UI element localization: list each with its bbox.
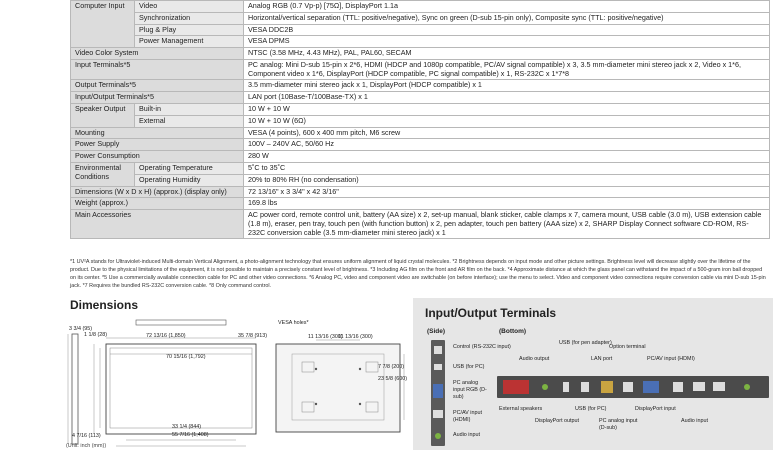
dim-11a: 11 13/16 (300) xyxy=(308,334,343,340)
bottom-usb-pen-label: USB (for pen adapter) xyxy=(559,340,612,346)
spec-value: AC power cord, remote control unit, battery (AA size) x 2, set-up manual, blank sticker, cable clamps x 7, camera mount, USB cable (3.0 m), USB extension cable (1.8 m), eraser, pen tray, touch pen (with function button) x 2, pen adapter, touch pen battery (AAA size) x 2, SHARP Display Connect software CD-ROM, RS-232C conversion cable (3.5 mm-diameter mini stereo jack) x 1 xyxy=(244,210,770,239)
vesa-label: VESA holes* xyxy=(278,320,309,326)
spec-row xyxy=(71,186,770,198)
spec-row xyxy=(71,174,770,186)
side-pc-analog-label: PC analog input RGB (D-sub) xyxy=(453,380,487,400)
audio-input-jack-icon xyxy=(744,384,750,390)
back-view xyxy=(276,344,400,432)
spec-value: LAN port (10Base-T/100Base-TX) x 1 xyxy=(244,92,770,104)
usb-pc-port-icon xyxy=(581,382,589,392)
speaker-terminal-icon xyxy=(503,380,529,394)
spec-sub-label: Synchronization xyxy=(135,12,244,24)
unit-note: (Unit: inch (mm)) xyxy=(66,443,107,449)
spec-row xyxy=(71,139,770,151)
audio-output-jack-icon xyxy=(542,384,548,390)
dim-1-1-8: 1 1/8 (28) xyxy=(84,332,108,338)
bottom-pcav-hdmi-label: PC/AV input (HDMI) xyxy=(647,356,695,362)
spec-row xyxy=(71,198,770,210)
dim-33: 33 1/4 (844) xyxy=(172,424,202,430)
spec-value: Analog RGB (0.7 Vp-p) [75Ω], DisplayPort 1.1a xyxy=(244,1,770,13)
hdmi-bottom-port-a-icon xyxy=(693,382,705,391)
spec-group-label: Computer Input xyxy=(71,1,135,48)
spec-group-label: Mounting xyxy=(71,127,244,139)
bottom-label: (Bottom) xyxy=(499,328,527,335)
lan-port-icon xyxy=(601,381,613,393)
spec-row xyxy=(71,115,770,127)
dim-3-3-4: 3 3/4 (95) xyxy=(69,326,93,332)
spec-row xyxy=(71,104,770,116)
spec-group-label: Power Supply xyxy=(71,139,244,151)
dim-23: 23 5/8 (600) xyxy=(378,376,408,382)
spec-sub-label: Video xyxy=(135,1,244,13)
bottom-audio-out-label: Audio output xyxy=(519,356,550,362)
spec-row xyxy=(71,1,770,13)
spec-row xyxy=(71,127,770,139)
spec-value: PC analog: Mini D-sub 15-pin x 2*6, HDMI (HDCP and 1080p compatible, PC/AV signal compatible) x 3, 3.5 mm-diameter mini stereo jack x 2, Video x 1*6, Component video x 1*6, DisplayPort (HDCP compatible, PC signal compatible) x 1, RS-232C x 1*7*8 xyxy=(244,59,770,80)
usb-pen-port-icon xyxy=(563,382,569,392)
spec-value: 100V – 240V AC, 50/60 Hz xyxy=(244,139,770,151)
spec-value: VESA DDC2B xyxy=(244,24,770,36)
spec-sub-label: Plug & Play xyxy=(135,24,244,36)
spec-group-label: Input Terminals*5 xyxy=(71,59,244,80)
dim-70: 70 15/16 (1,792) xyxy=(166,354,206,360)
side-profile xyxy=(72,334,78,444)
io-terminals-panel xyxy=(413,298,773,450)
spec-value: 3.5 mm-diameter mini stereo jack x 1, DisplayPort (HDCP compatible) x 1 xyxy=(244,80,770,92)
spec-row xyxy=(71,210,770,239)
dsub-bottom-port-icon xyxy=(643,381,659,393)
dim-35: 35 7/8 (913) xyxy=(238,333,268,339)
spec-value: 72 13/16" x 3 3/4" x 42 3/16" xyxy=(244,186,770,198)
bottom-lan-label: LAN port xyxy=(591,356,613,362)
spec-row xyxy=(71,36,770,48)
spec-sub-label: Operating Humidity xyxy=(135,174,244,186)
spec-sub-label: Built-in xyxy=(135,104,244,116)
bottom-ext-speakers-label: External speakers xyxy=(499,406,543,412)
bottom-audio-in-label: Audio input xyxy=(681,418,708,424)
spec-value: VESA (4 points), 600 x 400 mm pitch, M6 screw xyxy=(244,127,770,139)
hdmi-bottom-port-b-icon xyxy=(713,382,725,391)
bottom-option-label: Option terminal xyxy=(609,344,646,350)
footnotes: *1 UV²A stands for Ultraviolet-induced Multi-domain Vertical Alignment, a photo-alignment technology that ensures uniform alignment of liquid crystal molecules. *2 Brightness depends on input mode and other picture settings. Brightness level will decrease slightly over the lifetime of the product. Due to the physical limitations of the equipment, it is not possible to maintain a precisely constant level of brightness. *3 Including AG film on the front and AR film on the back. *4 Approximate distance at which the glass panel can withstand the impact of a 500-gram iron ball dropped on its center. *5 Use a commercially available connection cable for PC and other video connections. *6 Analog PC, video and component video are switchable (on before interface); use the menu to select. Video and component video connections require conversion cable via mini D-sub 15-pin jack. *7 Requires the bundled RS-232C conversion cable. *8 Only command control. xyxy=(70,259,766,290)
usb-port-icon xyxy=(434,364,442,370)
side-usb-label: USB (for PC) xyxy=(453,364,485,370)
spec-group-label: Input/Output Terminals*5 xyxy=(71,92,244,104)
displayport-output-icon xyxy=(623,382,633,392)
bottom-usb-pc-label: USB (for PC) xyxy=(575,406,607,412)
spec-sub-label: External xyxy=(135,115,244,127)
side-port-strip xyxy=(423,340,455,448)
bottom-dp-in-label: DisplayPort input xyxy=(635,406,676,412)
spec-row xyxy=(71,48,770,60)
displayport-input-icon xyxy=(673,382,683,392)
spec-row xyxy=(71,80,770,92)
spec-row xyxy=(71,162,770,174)
dim-11b: 11 13/16 (300) xyxy=(338,334,373,340)
spec-value: 10 W + 10 W xyxy=(244,104,770,116)
spec-group-label: Video Color System xyxy=(71,48,244,60)
spec-table xyxy=(70,0,770,239)
spec-group-label: Environmental Conditions xyxy=(71,162,135,186)
spec-value: 10 W + 10 W (6Ω) xyxy=(244,115,770,127)
spec-group-label: Main Accessories xyxy=(71,210,244,239)
spec-value: NTSC (3.58 MHz, 4.43 MHz), PAL, PAL60, SECAM xyxy=(244,48,770,60)
spec-row xyxy=(71,151,770,163)
spec-group-label: Weight (approx.) xyxy=(71,198,244,210)
bottom-dp-out-label: DisplayPort output xyxy=(535,418,580,424)
dim-72: 72 13/16 (1,850) xyxy=(146,333,186,339)
side-control-label: Control (RS-232C input) xyxy=(453,344,511,350)
side-pcav-label: PC/AV input (HDMI) xyxy=(453,410,482,423)
top-view xyxy=(136,320,226,325)
spec-value: 5˚C to 35˚C xyxy=(244,162,770,174)
spec-row xyxy=(71,92,770,104)
spec-row xyxy=(71,12,770,24)
io-title: Input/Output Terminals xyxy=(425,306,557,320)
spec-value: 169.8 lbs xyxy=(244,198,770,210)
side-audio-label: Audio input xyxy=(453,432,480,438)
dim-55: 55 7/16 (1,408) xyxy=(172,432,209,438)
rs232c-port-icon xyxy=(434,346,442,354)
spec-group-label: Output Terminals*5 xyxy=(71,80,244,92)
dim-7: 7 7/8 (200) xyxy=(378,364,405,370)
dim-4: 4 7/16 (113) xyxy=(72,433,101,439)
audio-jack-icon xyxy=(435,433,441,439)
dsub-port-icon xyxy=(433,384,443,398)
bottom-port-strip xyxy=(497,370,769,406)
spec-group-label: Power Consumption xyxy=(71,151,244,163)
spec-sub-label: Power Management xyxy=(135,36,244,48)
spec-value: Horizontal/vertical separation (TTL: positive/negative), Sync on green (D-sub 15-pin only), Composite sync (TTL: positive/negative) xyxy=(244,12,770,24)
spec-value: 20% to 80% RH (no condensation) xyxy=(244,174,770,186)
spec-sub-label: Operating Temperature xyxy=(135,162,244,174)
spec-value: VESA DPMS xyxy=(244,36,770,48)
side-label: (Side) xyxy=(427,328,446,335)
spec-group-label: Speaker Output xyxy=(71,104,135,128)
spec-value: 280 W xyxy=(244,151,770,163)
spec-row xyxy=(71,24,770,36)
spec-row xyxy=(71,59,770,80)
spec-group-label: Dimensions (W x D x H) (approx.) (display only) xyxy=(71,186,244,198)
hdmi-port-icon xyxy=(433,410,443,418)
bottom-pc-analog-label: PC analog input (D-sub) xyxy=(599,418,638,431)
dimensions-title: Dimensions xyxy=(70,298,139,312)
